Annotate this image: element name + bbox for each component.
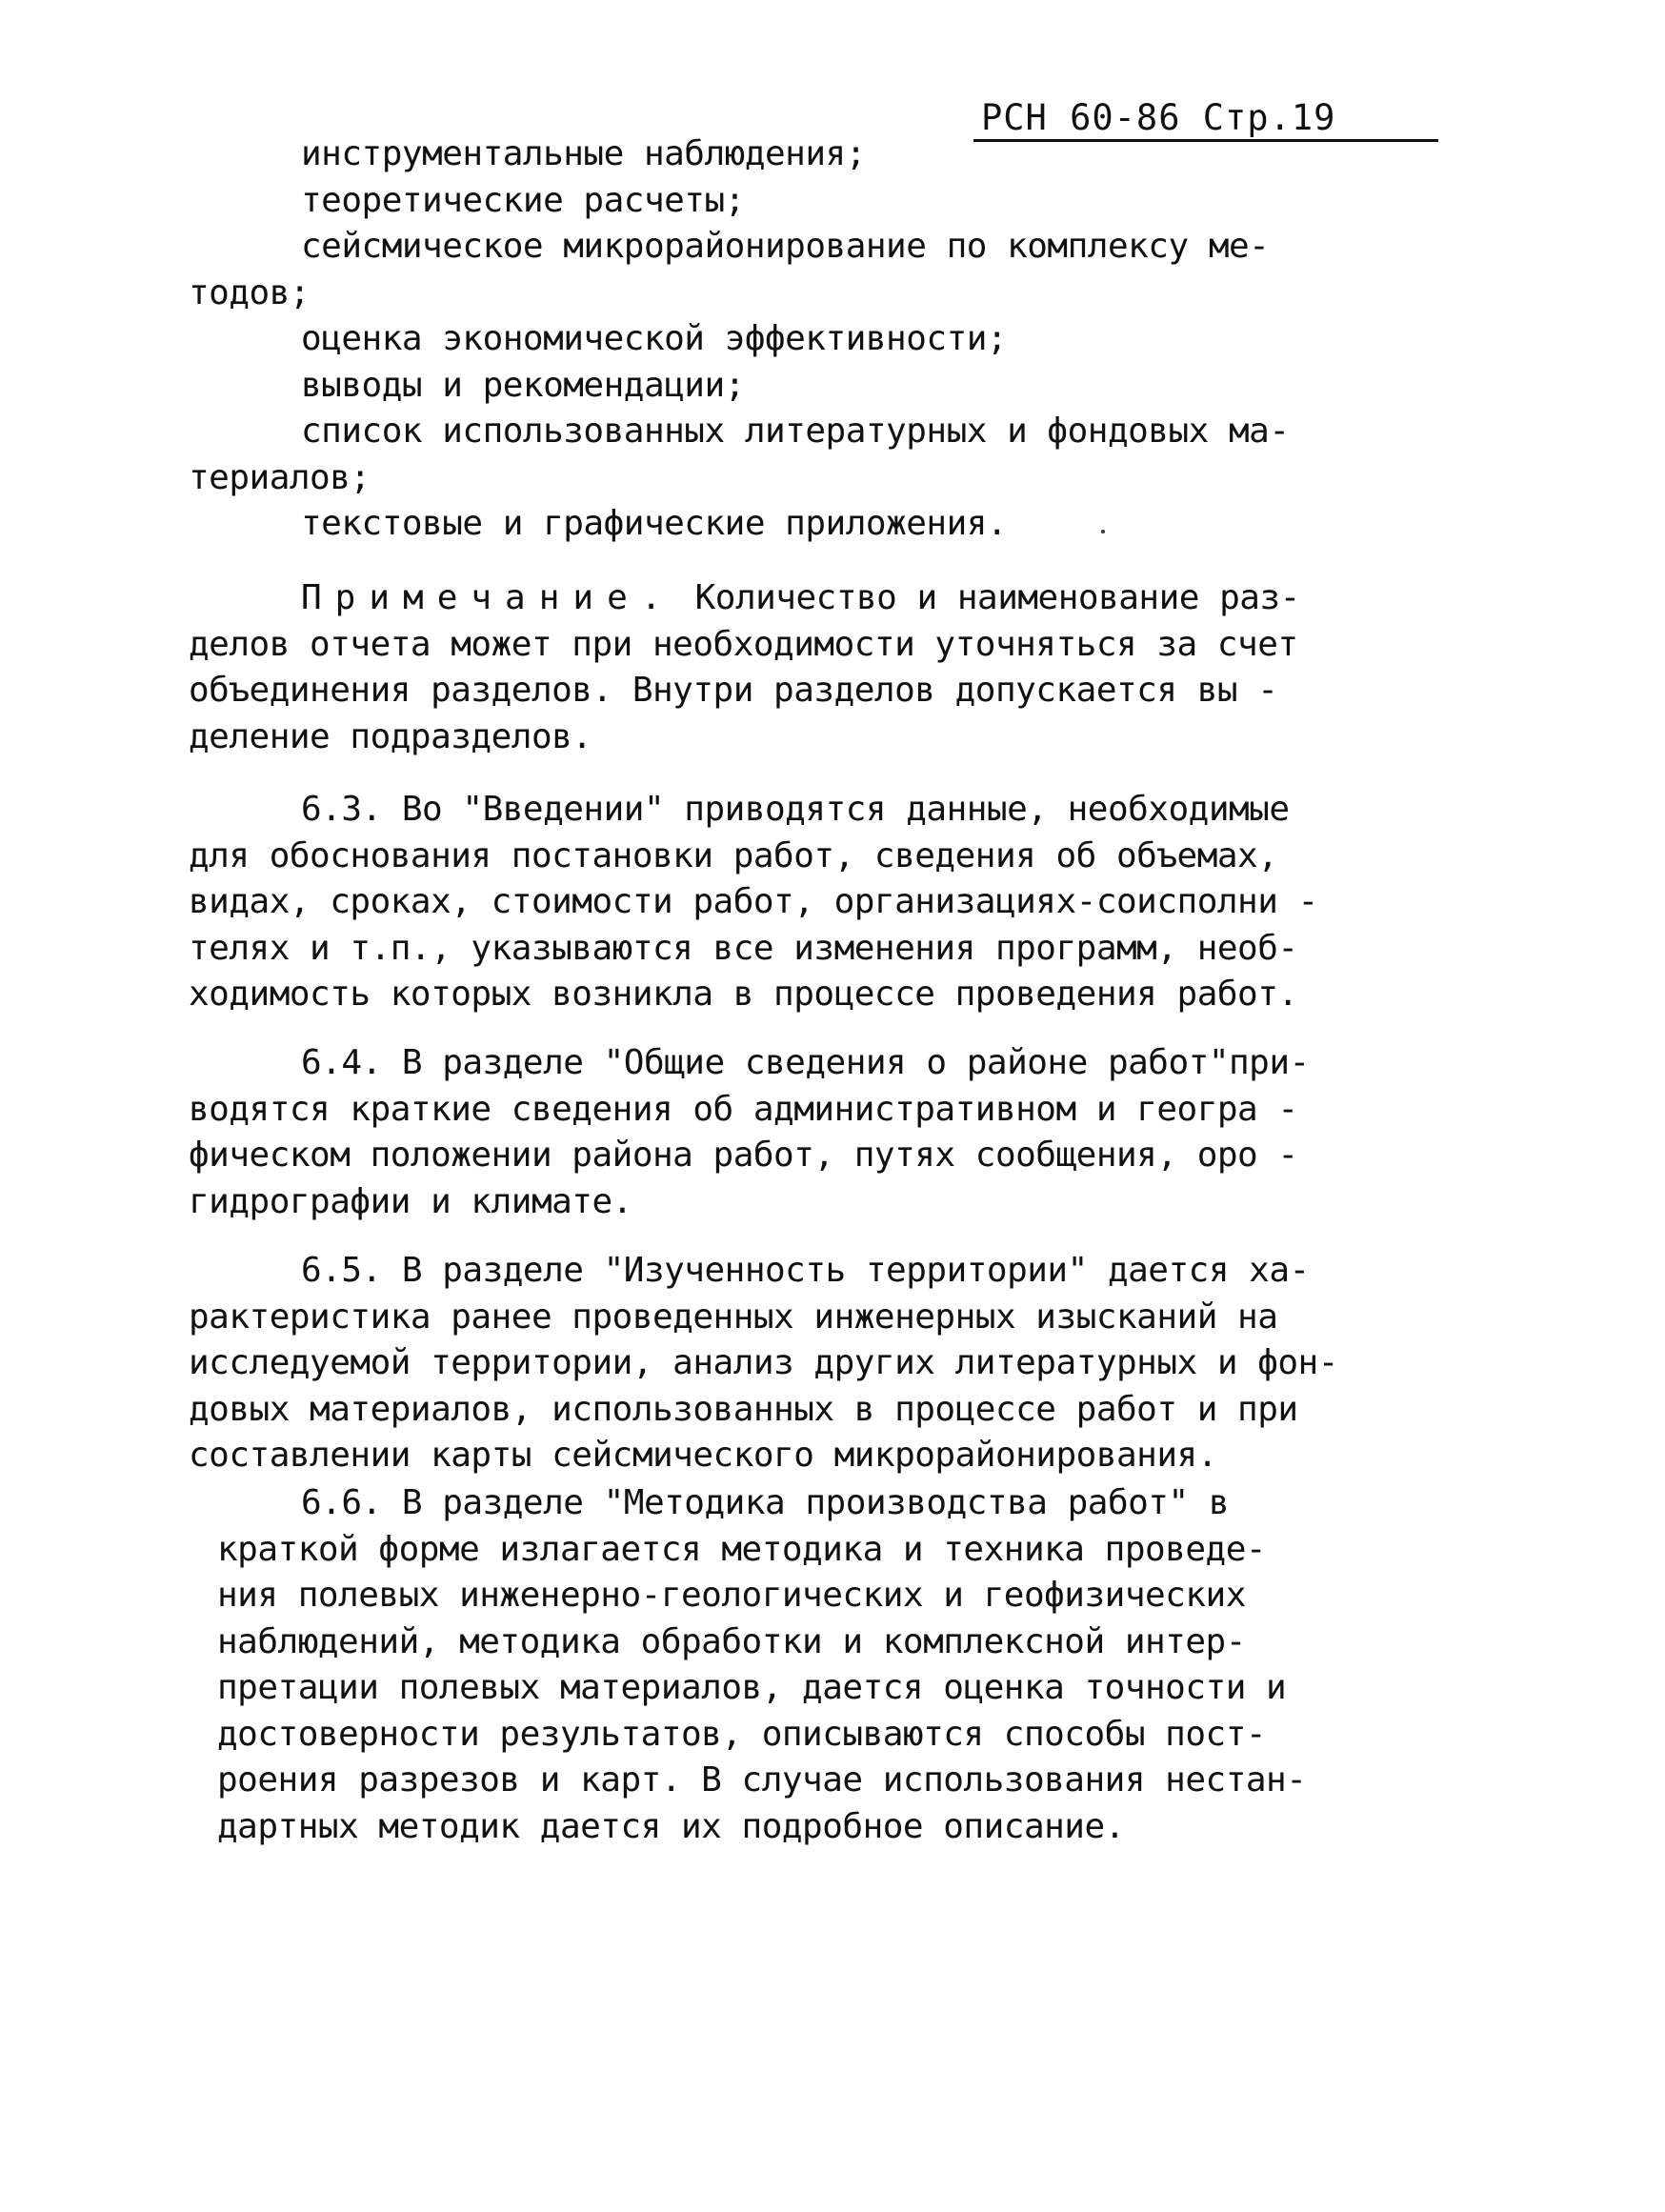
- section-6-6-paragraph: [217, 1480, 1429, 1850]
- paragraph-line: 6.6. В разделе "Методика производства работ" в: [301, 1483, 1229, 1522]
- note-paragraph: [189, 575, 1429, 760]
- paragraph-line: для обоснования постановки работ, сведения об объемах,: [189, 835, 1278, 875]
- note-text-line: объединения разделов. Внутри разделов допускается вы -: [189, 671, 1278, 710]
- paragraph-line: 6.4. В разделе "Общие сведения о районе работ"при-: [301, 1043, 1310, 1082]
- note-text-line: Количество и наименование раз-: [674, 578, 1300, 617]
- section-6-5-paragraph: [189, 1248, 1429, 1479]
- paragraph-line: телях и т.п., указываются все изменения программ, необ-: [189, 928, 1298, 968]
- section-6-4-paragraph: [189, 1040, 1429, 1225]
- list-item-continuation: териалов;: [189, 457, 371, 497]
- list-item: инструментальные наблюдения;: [301, 134, 866, 173]
- report-contents-list: [189, 131, 1429, 548]
- paragraph-line: рактеристика ранее проведенных инженерных изысканий на: [189, 1297, 1278, 1337]
- list-item: сейсмическое микрорайонирование по комплексу ме-: [301, 227, 1270, 266]
- paragraph-line: довых материалов, использованных в процессе работ и при: [189, 1389, 1298, 1429]
- paragraph-line: 6.5. В разделе "Изученность территории" дается ха-: [301, 1251, 1310, 1290]
- paragraph-line: ходимость которых возникла в процессе проведения работ.: [189, 975, 1298, 1014]
- list-item-continuation: тодов;: [189, 272, 311, 312]
- note-label: Примечание.: [301, 578, 675, 617]
- paragraph-line: дартных методик дается их подробное описание.: [217, 1806, 1125, 1846]
- list-item: текстовые и графические приложения.: [301, 504, 1008, 543]
- paragraph-line: ния полевых инженерно-геологических и геофизических: [217, 1576, 1246, 1615]
- list-item: список использованных литературных и фондовых ма-: [301, 412, 1290, 451]
- list-item: теоретические расчеты;: [301, 180, 745, 220]
- section-6-3-paragraph: [189, 787, 1429, 1018]
- paragraph-line: водятся краткие сведения об административном и геогра -: [189, 1089, 1298, 1129]
- paragraph-line: краткой форме излагается методика и техника проведе-: [217, 1529, 1267, 1569]
- paragraph-line: 6.3. Во "Введении" приводятся данные, необходимые: [301, 790, 1290, 829]
- paragraph-line: роения разрезов и карт. В случае использования нестан-: [217, 1760, 1307, 1800]
- paragraph-line: составлении карты сейсмического микрорайонирования.: [189, 1436, 1217, 1475]
- paragraph-line: наблюдений, методика обработки и комплексной интер-: [217, 1621, 1246, 1661]
- scan-artifact-dot: [1101, 530, 1105, 533]
- paragraph-line: исследуемой территории, анализ других литературных и фон-: [189, 1343, 1338, 1382]
- paragraph-line: гидрографии и климате.: [189, 1181, 632, 1221]
- note-text-line: деление подразделов.: [189, 716, 592, 756]
- list-item: оценка экономической эффективности;: [301, 319, 1008, 358]
- paragraph-line: видах, сроках, стоимости работ, организациях-соисполни -: [189, 882, 1318, 921]
- note-text-line: делов отчета может при необходимости уточняться за счет: [189, 624, 1298, 664]
- paragraph-line: фическом положении района работ, путях сообщения, оро -: [189, 1136, 1298, 1175]
- paragraph-line: претации полевых материалов, дается оценка точности и: [217, 1668, 1287, 1707]
- page-header-code: РСН 60-86 Стр.19: [973, 99, 1438, 142]
- paragraph-line: достоверности результатов, описываются способы пост-: [217, 1714, 1267, 1754]
- list-item: выводы и рекомендации;: [301, 365, 745, 405]
